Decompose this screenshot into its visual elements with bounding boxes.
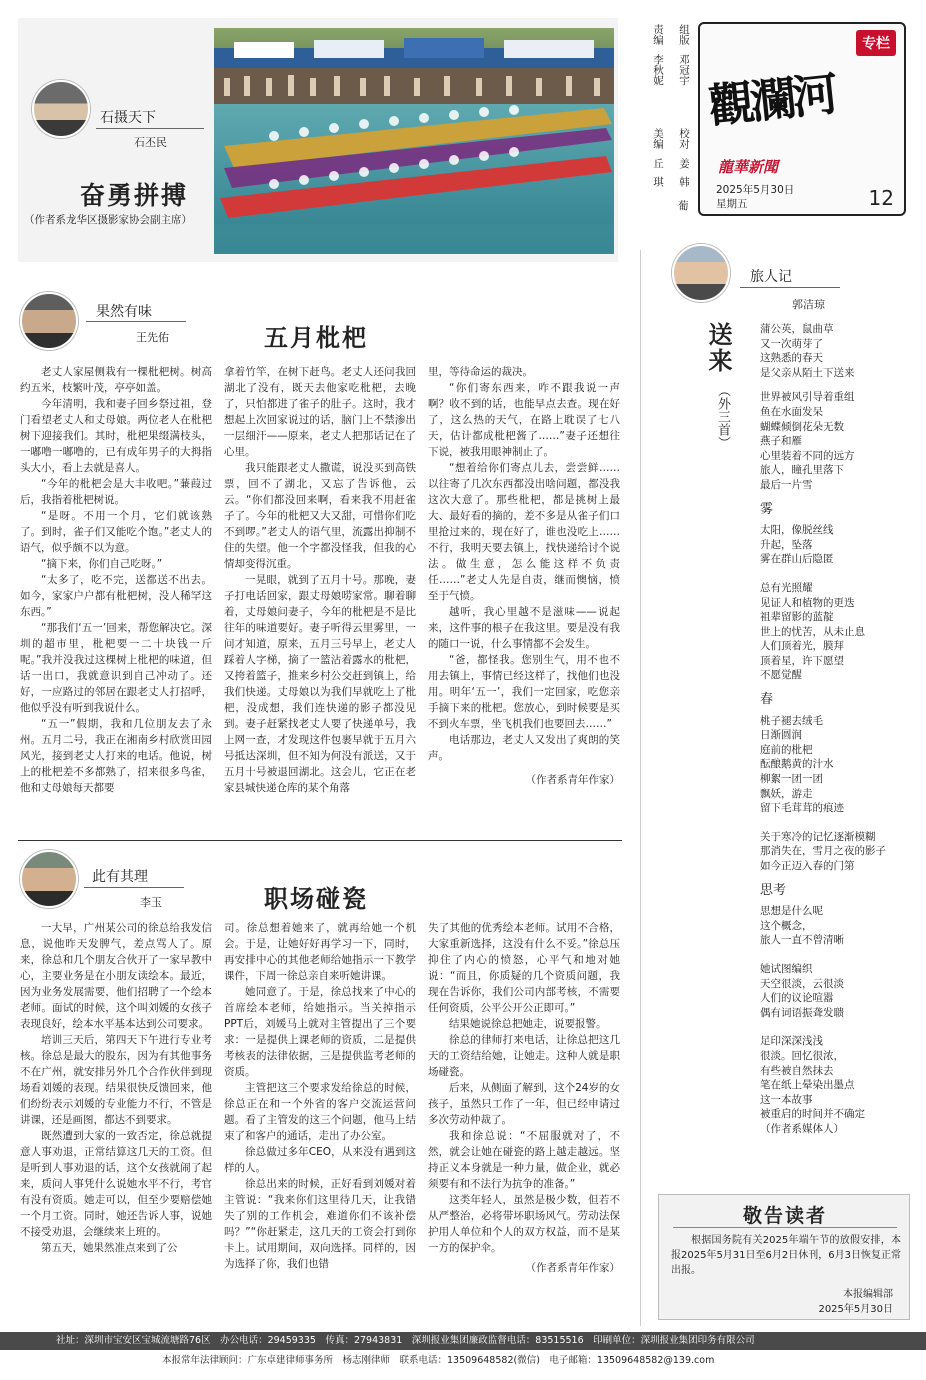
- poem-line: 这一本故事: [760, 1093, 813, 1106]
- article1-paragraph: 今年清明，我和妻子回乡祭过祖，登门看望老丈人和丈母娘。两位老人在枇杷树下迎接我们。其时，枇杷果缀满枝头，一嘟噜一嘟噜的，已有成年男子的大拇指头大小，看上去就是喜人。: [20, 398, 212, 474]
- photo-section: [18, 18, 618, 262]
- poem-line: 世上的忧苦，从未止息: [760, 625, 865, 638]
- photo-column-name: 石摄天下: [100, 110, 156, 126]
- article1-column-name: 果然有味: [96, 304, 152, 320]
- staff-role-art: 美编: [652, 128, 664, 149]
- poem-line: 笔在纸上晕染出墨点: [760, 1079, 855, 1092]
- article1-paragraph: “你们寄东西来，咋不跟我说一声啊？收不到的话，也能早点去查。现在好了，这么热的天气，在路上耽误了七八天，估计都成枇杷酱了……”妻子还想往下说，被我用眼神制止了。: [428, 382, 620, 458]
- dragon-boat-image: [214, 28, 614, 254]
- page-number: 12: [868, 186, 894, 210]
- article2-author-avatar: [20, 850, 78, 908]
- column-name-logo: 觀瀾河: [705, 66, 837, 134]
- staff-name-layout: 邓冠宇: [678, 54, 690, 86]
- poem-line: 那消失在，雪月之夜的影子: [760, 845, 886, 858]
- poem-line: 不愿觉醒: [760, 669, 802, 682]
- article1-paragraph: 电话那边，老丈人又发出了爽朗的笑声。: [428, 734, 620, 762]
- poem-line: 偶有词语振聋发聩: [760, 1006, 844, 1019]
- article1-paragraph: “爸，都怪我。您别生气，用不也不用去镇上，事情已经这样了，找他们也没用。明年‘五一’，我们一定回家，吃您亲手摘下来的枇杷。您放心，到时候要是买不到火车票，坐飞机我们也要回去……”: [428, 654, 620, 730]
- article2-paragraph: 第五天，她果然准点来到了公: [41, 1242, 178, 1254]
- column-tag: 专栏: [856, 30, 896, 56]
- poem-line: 雾在群山后隐匿: [760, 553, 834, 566]
- article2-paragraph: 既然遭到大家的一致否定，徐总就提意人事劝退，正常结算这几天的工资。但是听到人事劝退的话，这个女孩就闹了起来，质问人事凭什么说她水平不行，考官有没有资质。她走可以，但至少要赔偿她一个月工资。同时，她还告诉人事，说她不接受劝退，会继续来上班的。: [20, 1130, 212, 1238]
- poem-line: 升起，坠落: [760, 538, 813, 551]
- poem-line: 人们的议论喧嚣: [760, 992, 834, 1005]
- poem-stanza: [760, 322, 910, 380]
- photo-caption: （作者系龙华区摄影家协会副主席）: [24, 214, 192, 226]
- poem-heading: 春: [760, 692, 774, 708]
- article2-column-3: [428, 920, 620, 1276]
- article1-paragraph: 我只能跟老丈人撒谎，说没买到高铁票，回不了湖北，又忘了告诉他，云云。“你们都没回来啊，看来我不用赶雀子了。今年的枇杷又大又甜，可惜你们吃不到啰。”老丈人的语气里，流露出抑制不住的失望。他一个字都没怪我，但我的心情却变得沉重。: [224, 462, 416, 570]
- poem-line: 日渐圆润: [760, 729, 802, 742]
- poem-line: 心里装着不同的远方: [760, 449, 855, 462]
- poem-line: 蝴蝶倾倒花朵无数: [760, 420, 844, 433]
- poem-line: 酝酿鹅黄的汁水: [760, 758, 834, 771]
- poem-line: 太阳，像脱丝线: [760, 524, 834, 537]
- article2-paragraph: 失了其他的优秀绘本老师。试用不合格，大家重新选择，这没有什么不妥。”徐总压抑住了内心的愤怒，心平气和地对她说：“而且，你质疑的几个资质问题，我现在告诉你，我们公司内部考核，不需要任何资质，公平公开公正即可。”: [428, 922, 620, 1014]
- article2-paragraph: 后来，从侧面了解到，这个24岁的女孩子，虽然只工作了一年，但已经申请过多次劳动仲裁了。: [428, 1082, 620, 1126]
- article1-author: 王先佑: [136, 331, 169, 344]
- paper-name: 龍華新聞: [718, 158, 779, 176]
- article2-paragraph: 这类年轻人，虽然是极少数，但若不从严整治，必将带坏职场风气。劳动法保护用人单位和个人的双方权益，而不是某一方的保护伞。: [428, 1194, 620, 1254]
- poem-stanza: [760, 830, 910, 874]
- issue-date: 2025年5月30日: [716, 184, 795, 196]
- poem-line: 被重启的时间并不确定: [760, 1108, 865, 1121]
- article2-title: 职场碰瓷: [264, 884, 368, 913]
- poetry-body: [760, 322, 910, 1147]
- dragon-boat-photo: [214, 28, 614, 254]
- poem-stanza: [760, 904, 910, 948]
- article1-title: 五月枇杷: [264, 323, 368, 352]
- article1-column-1: [20, 364, 212, 796]
- poem-line: 最后一片雪: [760, 478, 813, 491]
- issue-weekday: 星期五: [716, 198, 748, 210]
- article1-paragraph: “太多了，吃不完，送都送不出去。如今，家家户户都有枇杷树，没人稀罕这东西。”: [20, 574, 212, 618]
- footer-legal-line: 本报常年法律顾问：广东卓建律师事务所 杨志刚律师 联系电话：13509648582(微信) 电子邮箱：13509648582@139.com: [162, 1355, 715, 1366]
- poem-line: 燕子和雁: [760, 435, 802, 448]
- poem-line: 思想是什么呢: [760, 905, 823, 918]
- article1-paragraph: 拿着竹竿，在树下赶鸟。老丈人还问我回湖北了没有，既天去他家吃枇杷，去晚了，只怕都进了雀子的肚子。这时，我才想起上次回家说过的话，脑门上不禁渗出一层细汗——原来，老丈人把那话记在了心里。: [224, 366, 416, 458]
- article2-paragraph: 徐总出来的时候，正好看到刘媛对着主管说：“我来你们这里待几天，让我错失了别的工作机会，难道你们不该补偿吗？”“你赶紧走，这几天的工资会打到你卡上。试用期间，双向选择。同样的，因为选择了你，我们也错: [224, 1178, 416, 1270]
- section-divider: [18, 840, 622, 841]
- staff-credits: [652, 24, 696, 224]
- article2-column-2: [224, 920, 416, 1272]
- poetry-author-avatar: [672, 244, 730, 302]
- poem-line: 这个概念，: [760, 919, 813, 932]
- article1-paragraph: “想着给你们寄点儿去，尝尝鲜……以往寄了几次东西都没出啥问题，都没我这次大意了。那些枇杷，都是挑树上最大、最好看的摘的，差不多是从雀子们口里抢过来的，现在好了，谁也没吃上……不行，我明天要去镇上，找快递给讨个说法。做生意，怎么能这样不负责任……”老丈人先是自责，继而懊恼，愤至于气愤。: [428, 462, 620, 602]
- column-divider: [640, 250, 641, 1326]
- article2-author-note: （作者系青年作家）: [525, 1262, 620, 1274]
- article2-column-name: 此有其理: [92, 869, 148, 885]
- poetry-title: 送来: [704, 322, 733, 374]
- staff-extra: 葡: [678, 200, 689, 212]
- article1-paragraph: 越听，我心里越不是滋味——说起来，这件事的根子在我这里。要是没有我的随口一说，什么事情都不会发生。: [428, 606, 620, 650]
- article1-paragraph: “摘下来，你们自己吃呀。”: [41, 558, 163, 570]
- poem-line: 见证人和植物的更迭: [760, 596, 855, 609]
- poem-stanza: [760, 581, 910, 683]
- article2-paragraph: 培训三天后，第四天下午进行专业考核。徐总是最大的股东，因为有其他事务不在广州，就安排另外几个合作伙伴到现场看刘媛的表现。结果很快反馈回来，他们纷纷表示刘媛的专业能力不行，不管是讲课，还是画图，都达不到要求。: [20, 1034, 212, 1126]
- staff-name-proof: 姜韩: [678, 158, 690, 195]
- staff-role-proof: 校对: [678, 128, 690, 149]
- notice-signature: 本报编辑部: [843, 1289, 893, 1300]
- article1-paragraph: “那我们‘五一’回来，帮您解决它。深圳的超市里，枇杷要一二十块钱一斤呢。”我并没我过这棵树上枇杷的味道，但话一出口，我就意识到自己冲动了。还好，一应路过的邻居在跟老丈人打招呼，他似乎没有听到我说什么。: [20, 622, 212, 714]
- footer-bar: [0, 1332, 926, 1350]
- article2-paragraph: 徐总做过多年CEO，从来没有遇到这样的人。: [224, 1146, 416, 1174]
- poem-line: 蒲公英，鼠曲草: [760, 323, 834, 335]
- poem-line: 世界被风引导着重组: [760, 391, 855, 404]
- poem-stanza: [760, 962, 910, 1020]
- poem-line: 天空很淡，云很淡: [760, 977, 844, 990]
- poem-line: 是父亲从陌土下送来: [760, 366, 855, 379]
- poetry-column-name: 旅人记: [750, 269, 792, 285]
- poem-line: 足印深深浅浅: [760, 1035, 823, 1048]
- poetry-subtitle: （外三首）: [715, 384, 730, 449]
- footer-legal: [0, 1353, 926, 1369]
- poem-line: 柳絮一团一团: [760, 773, 823, 786]
- poem-line: 祖辈留影的蓝靛: [760, 611, 834, 624]
- poem-line: 总有光照耀: [760, 581, 813, 594]
- photo-author-avatar: [32, 80, 90, 138]
- staff-name-art: 丘琪: [652, 158, 664, 195]
- poem-line: 桃子褪去绒毛: [760, 714, 823, 727]
- article2-paragraph: 司。徐总想着她来了，就再给她一个机会。于是，让她好好再学习一下，同时，再安排中心的其他老师给她指示一下教学课件，下周一徐总亲自来听她讲课。: [224, 922, 416, 982]
- photo-title: 奋勇拼搏: [80, 181, 189, 210]
- staff-name-editor: 李秋妮: [652, 54, 664, 86]
- poem-line: 关于寒冷的记忆逐渐模糊: [760, 830, 876, 843]
- article1-paragraph: “今年的枇杷会是大丰收吧。”蒹葭过后，我指着枇杷树说。: [20, 478, 212, 506]
- poem-line: 人们顶着光，膜拜: [760, 640, 844, 653]
- footer-address-line: 社址：深圳市宝安区宝城流塘路76区 办公电话：29459335 传真：27943831 深圳报业集团廉政监督电话：83515516 印刷单位：深圳报业集团印务有限公司: [56, 1335, 755, 1346]
- poem-line: 鱼在水面发呆: [760, 405, 823, 418]
- article1-paragraph: “是呀。不用一个月，它们就该熟了。到时，雀子们又能吃个饱。”老丈人的语气，似乎颇不以为意。: [20, 510, 212, 554]
- article1-paragraph: “五一”假期，我和几位朋友去了永州。五月二号，我正在湘南乡村欣赏田园风光，接到老丈人打来的电话。他说，树上的枇杷差不多都熟了，招来很多鸟雀，他和丈母娘每天都要: [20, 718, 212, 794]
- poem-stanza: [760, 523, 910, 567]
- poem-line: 又一次萌芽了: [760, 337, 823, 350]
- poem-line: 庭前的枇杷: [760, 743, 813, 756]
- article1-paragraph: 里，等待命运的裁决。: [428, 366, 533, 378]
- poetry-author: 郭洁琼: [792, 298, 825, 311]
- article2-column-1: [20, 920, 212, 1256]
- poem-line: 旅人，瞳孔里落下: [760, 464, 844, 477]
- article1-author-note: （作者系青年作家）: [525, 774, 620, 786]
- article2-paragraph: 她同意了。于是，徐总找来了中心的首席绘本老师，给她指示。当关掉指示PPT后，刘媛马上就对主管提出了三个要求：一是提供上课老师的资质，二是提供考核表的法律依据，三是提供监考老师的资质。: [224, 986, 416, 1078]
- poem-line: 很淡。回忆很浓，: [760, 1049, 844, 1062]
- article2-author: 李玉: [140, 896, 162, 909]
- poem-stanza: [760, 714, 910, 816]
- article1-paragraph: 老丈人家屋侧栽有一棵枇杷树。树高约五米，枝繁叶茂，亭亭如盖。: [20, 366, 212, 394]
- masthead: [698, 22, 906, 216]
- article2-paragraph: 结果她说徐总把她走，说要报警。: [449, 1018, 607, 1030]
- poem-line: 留下毛茸茸的痕迹: [760, 802, 844, 815]
- article2-paragraph: 主管把这三个要求发给徐总的时候，徐总正在和一个外省的客户交流运营问题。看了主管发的这三个问题，他马上结束了和客户的通话，走出了办公室。: [224, 1082, 416, 1142]
- poem-line: 这熟悉的春天: [760, 352, 823, 365]
- article2-paragraph: 我和徐总说：“不屈服就对了，不然，就会让她在碰瓷的路上越走越远。坚持正义本身就是一种力量，做企业，就必须要有和不法行为抗争的准备。”: [428, 1130, 620, 1190]
- staff-role-layout: 组版: [678, 24, 690, 45]
- article1-author-avatar: [20, 292, 78, 350]
- article2-paragraph: 徐总的律师打来电话，让徐总把这几天的工资结给她，让她走。这种人就是职场碰瓷。: [428, 1034, 620, 1078]
- article2-paragraph: 一大早，广州某公司的徐总给我发信息，说他昨天发脾气，差点骂人了。原来，徐总和几个朋友合伙开了一家早教中心，主要业务是在小朋友读绘本。最近，因为业务发展需要，他们招聘了一个绘本老师。面试的时候，这个叫刘媛的女孩子表现良好，绘本水平基本达到公司要求。: [20, 922, 212, 1030]
- reader-notice: [658, 1194, 910, 1320]
- poem-line: 如今正迈入春的门第: [760, 860, 855, 872]
- poem-line: 有些被自然抹去: [760, 1064, 834, 1077]
- article1-column-3: [428, 364, 620, 788]
- poem-line: 她试图编织: [760, 962, 813, 975]
- poem-heading: 思考: [760, 882, 787, 898]
- poem-author-note: （作者系媒体人）: [760, 1122, 844, 1135]
- poem-heading: 雾: [760, 501, 774, 517]
- notice-body: 根据国务院有关2025年端午节的放假安排，本报2025年5月31日至6月2日休刊，6月3日恢复正常出报。: [671, 1235, 901, 1276]
- staff-role-editor: 责编: [652, 24, 664, 45]
- article1-column-2: [224, 364, 416, 796]
- poem-stanza: [760, 1034, 910, 1136]
- notice-date: 2025年5月30日: [818, 1304, 893, 1315]
- photo-author: 石丕民: [134, 136, 167, 149]
- article1-paragraph: 一晃眼，就到了五月十号。那晚，妻子打电话回家，跟丈母娘唠家常。聊着聊着，丈母娘问妻子，今年的枇杷是不是比往年的味道要好。妻子听得云里雾里，一问才知道，原来，五月三号早上，老丈人踩着人字梯，摘了一篮沾着露水的枇杷，又挎着篮子，推来乡村公交赶到镇上，给我们快递。丈母娘以为我们早就吃上了枇杷，没成想，我们连快递的影子都没见到。妻子赶紧找老丈人要了快递单号，我上网一查，才发现这件包裹早就于五月六号抵达深圳，但不知为何没有派送，又于五月十号被退回湖北。这会儿，它正在老家县城快递仓库的某个角落: [224, 574, 416, 794]
- notice-title: 敬告读者: [742, 1205, 827, 1227]
- poem-line: 旅人一直不曾清晰: [760, 934, 844, 947]
- poem-line: 顶着星，许下愿望: [760, 654, 844, 667]
- poem-stanza: [760, 390, 910, 492]
- poem-line: 飘妖，游走: [760, 787, 813, 800]
